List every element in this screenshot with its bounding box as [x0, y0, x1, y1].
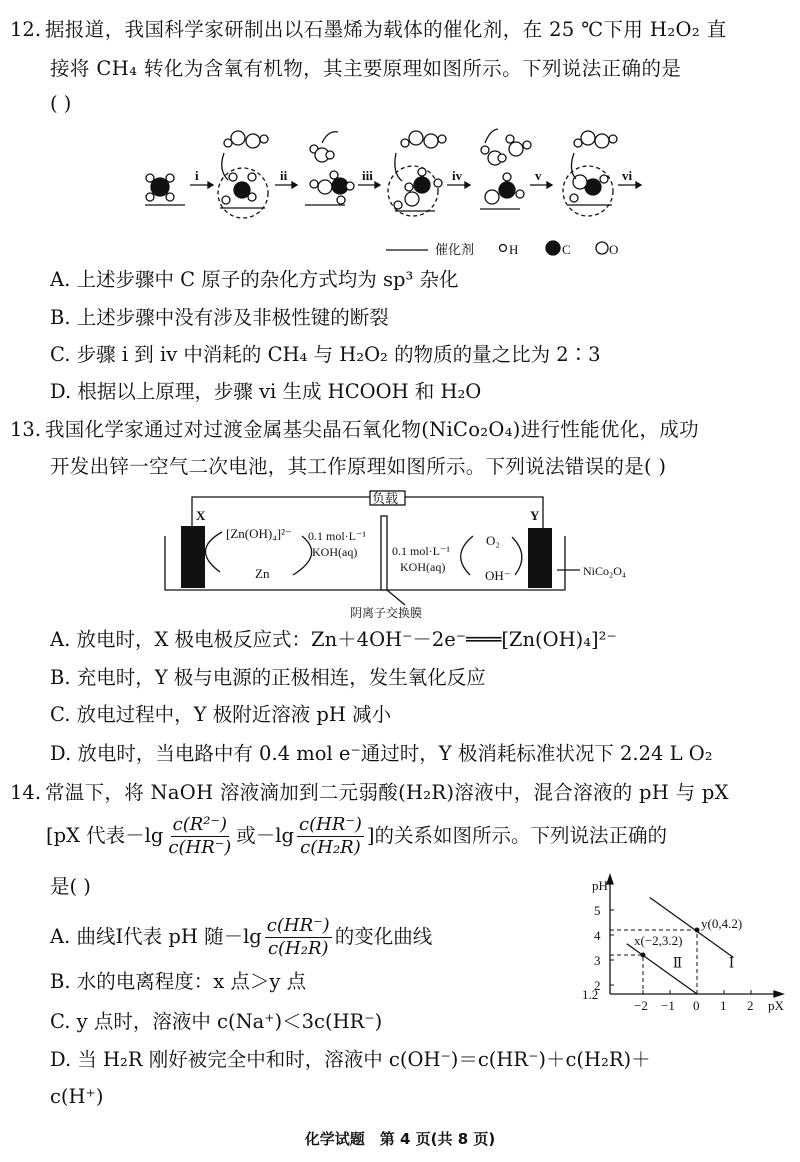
y-tick-label: 5 — [594, 903, 601, 918]
x-tick-label: −1 — [661, 998, 675, 1013]
fraction-r-over-hr — [166, 814, 233, 859]
q12-option-d: D. 根据以上原理，步骤 vi 生成 HCOOH 和 H₂O — [50, 380, 482, 403]
q12-stem-line1: 据报道，我国科学家研制出以石墨烯为载体的催化剂，在 25 ℃下用 H₂O₂ 直 — [45, 18, 727, 41]
legend-catalyst: 催化剂 — [435, 242, 475, 257]
q14-option-b: B. 水的电离程度：x 点＞y 点 — [50, 970, 307, 993]
right-electrolyte: KOH(aq) — [400, 560, 446, 574]
legend-h: H — [509, 242, 519, 257]
guide-line — [610, 955, 643, 994]
oh-label: OH⁻ — [485, 568, 511, 583]
q13-number: 13. — [10, 418, 42, 441]
q12-option-c: C. 步骤 i 到 iv 中消耗的 CH₄ 与 H₂O₂ 的物质的量之比为 2∶3 — [50, 343, 601, 366]
q12-stem-line2: 接将 CH₄ 转化为含氧有机物，其主要原理如图所示。下列说法正确的是 — [50, 57, 682, 80]
right-concentration: 0.1 mol·L⁻¹ — [392, 544, 450, 558]
denominator: c(H₂R) — [300, 836, 361, 858]
q12-option-b: B. 上述步骤中没有涉及非极性键的断裂 — [50, 306, 389, 329]
q14-stem-line2 — [46, 812, 667, 860]
y-tick-label: 3 — [594, 953, 601, 968]
y-axis-label: pH — [592, 878, 608, 893]
load-label: 负载 — [372, 491, 399, 506]
series-label: Ⅱ — [672, 956, 683, 972]
step-label-v: v — [535, 168, 542, 183]
q14-option-d-line2: c(H⁺) — [50, 1085, 104, 1108]
x-tick-label: 2 — [747, 998, 754, 1013]
legend-c: C — [562, 242, 571, 257]
q14-ph-px-chart — [580, 870, 795, 1020]
stem-text: 或－lg — [236, 824, 295, 847]
left-electrolyte: KOH(aq) — [312, 545, 358, 559]
step-label-ii: ii — [280, 168, 288, 183]
series-label: Ⅰ — [728, 956, 735, 972]
x-tick-label: −2 — [634, 998, 648, 1013]
legend-o: O — [609, 242, 619, 257]
stem-text: [pX 代表－lg — [46, 824, 164, 847]
data-point — [641, 953, 646, 958]
q14-stem-line3: 是( ) — [50, 875, 91, 898]
fraction-hr-over-h2r — [297, 814, 364, 859]
denominator: c(HR⁻) — [168, 836, 232, 858]
x-tick-label: 1 — [720, 998, 727, 1013]
numerator: c(R²⁻) — [172, 813, 228, 835]
electrode-material-label: NiCo₂O₄ — [583, 564, 627, 578]
q12-answer-paren: ( ) — [50, 92, 72, 115]
option-text: A. 曲线Ⅰ代表 pH 随－lg — [50, 925, 262, 948]
q13-option-b: B. 充电时，Y 极与电源的正极相连，发生氧化反应 — [50, 666, 486, 689]
q14-option-a — [50, 913, 432, 961]
denominator: c(H₂R) — [267, 937, 329, 959]
q14-stem-line1: 常温下，将 NaOH 溶液滴加到二元弱酸(H₂R)溶液中，混合溶液的 pH 与 pX — [45, 781, 729, 804]
stem-text: ]的关系如图所示。下列说法正确的 — [366, 824, 668, 847]
x-axis-label: pX — [768, 998, 784, 1013]
q13-stem-line1: 我国化学家通过对过渡金属基尖晶石氧化物(NiCo₂O₄)进行性能优化，成功 — [45, 418, 699, 441]
series-line-2 — [627, 944, 697, 994]
electrode-x-label: X — [196, 508, 206, 523]
y-tick-label: 4 — [594, 928, 601, 943]
q13-option-a: A. 放电时，X 极电极反应式：Zn＋4OH⁻－2e⁻═══[Zn(OH)₄]²⁻ — [50, 628, 617, 651]
electrode-y-label: Y — [530, 508, 540, 523]
page-footer: 化学试题 第 4 页(共 8 页) — [304, 1130, 496, 1148]
step-label-vi: vi — [622, 168, 633, 183]
option-text: 的变化曲线 — [334, 925, 433, 948]
point-label: x(−2,3.2) — [634, 933, 683, 948]
numerator: c(HR⁻) — [299, 813, 362, 835]
left-concentration: 0.1 mol·L⁻¹ — [308, 529, 366, 543]
step-label-iii: iii — [362, 168, 373, 183]
q14-option-d-line1: D. 当 H₂R 刚好被完全中和时，溶液中 c(OH⁻)＝c(HR⁻)＋c(H₂R)＋ — [50, 1048, 651, 1071]
q12-mechanism-figure — [140, 125, 680, 265]
zincate-label: [Zn(OH)₄]²⁻ — [226, 526, 292, 541]
fraction-hr-over-h2r — [265, 915, 332, 960]
q13-option-d: D. 放电时，当电路中有 0.4 mol e⁻通过时，Y 极消耗标准状况下 2.24 L O₂ — [50, 742, 713, 765]
x-tick-label: 0 — [693, 998, 700, 1013]
q12-number: 12. — [10, 18, 42, 41]
step-label-i: i — [195, 168, 199, 183]
q13-battery-figure — [160, 490, 640, 620]
q14-number: 14. — [10, 781, 42, 804]
numerator: c(HR⁻) — [266, 914, 330, 936]
q12-option-a: A. 上述步骤中 C 原子的杂化方式均为 sp³ 杂化 — [50, 268, 459, 291]
y-tick-label: 2 — [594, 978, 601, 993]
step-label-iv: iv — [452, 168, 463, 183]
q13-stem-line2: 开发出锌一空气二次电池，其工作原理如图所示。下列说法错误的是( ) — [50, 455, 667, 478]
q13-option-c: C. 放电过程中，Y 极附近溶液 pH 减小 — [50, 703, 392, 726]
o2-label: O₂ — [486, 533, 500, 548]
zn-label: Zn — [255, 566, 270, 581]
membrane-label: 阴离子交换膜 — [350, 606, 423, 620]
point-label: y(0,4.2) — [701, 916, 743, 931]
data-point — [695, 928, 700, 933]
y-tick-label: 1.2 — [582, 987, 599, 1002]
q14-option-c: C. y 点时，溶液中 c(Na⁺)＜3c(HR⁻) — [50, 1010, 383, 1033]
